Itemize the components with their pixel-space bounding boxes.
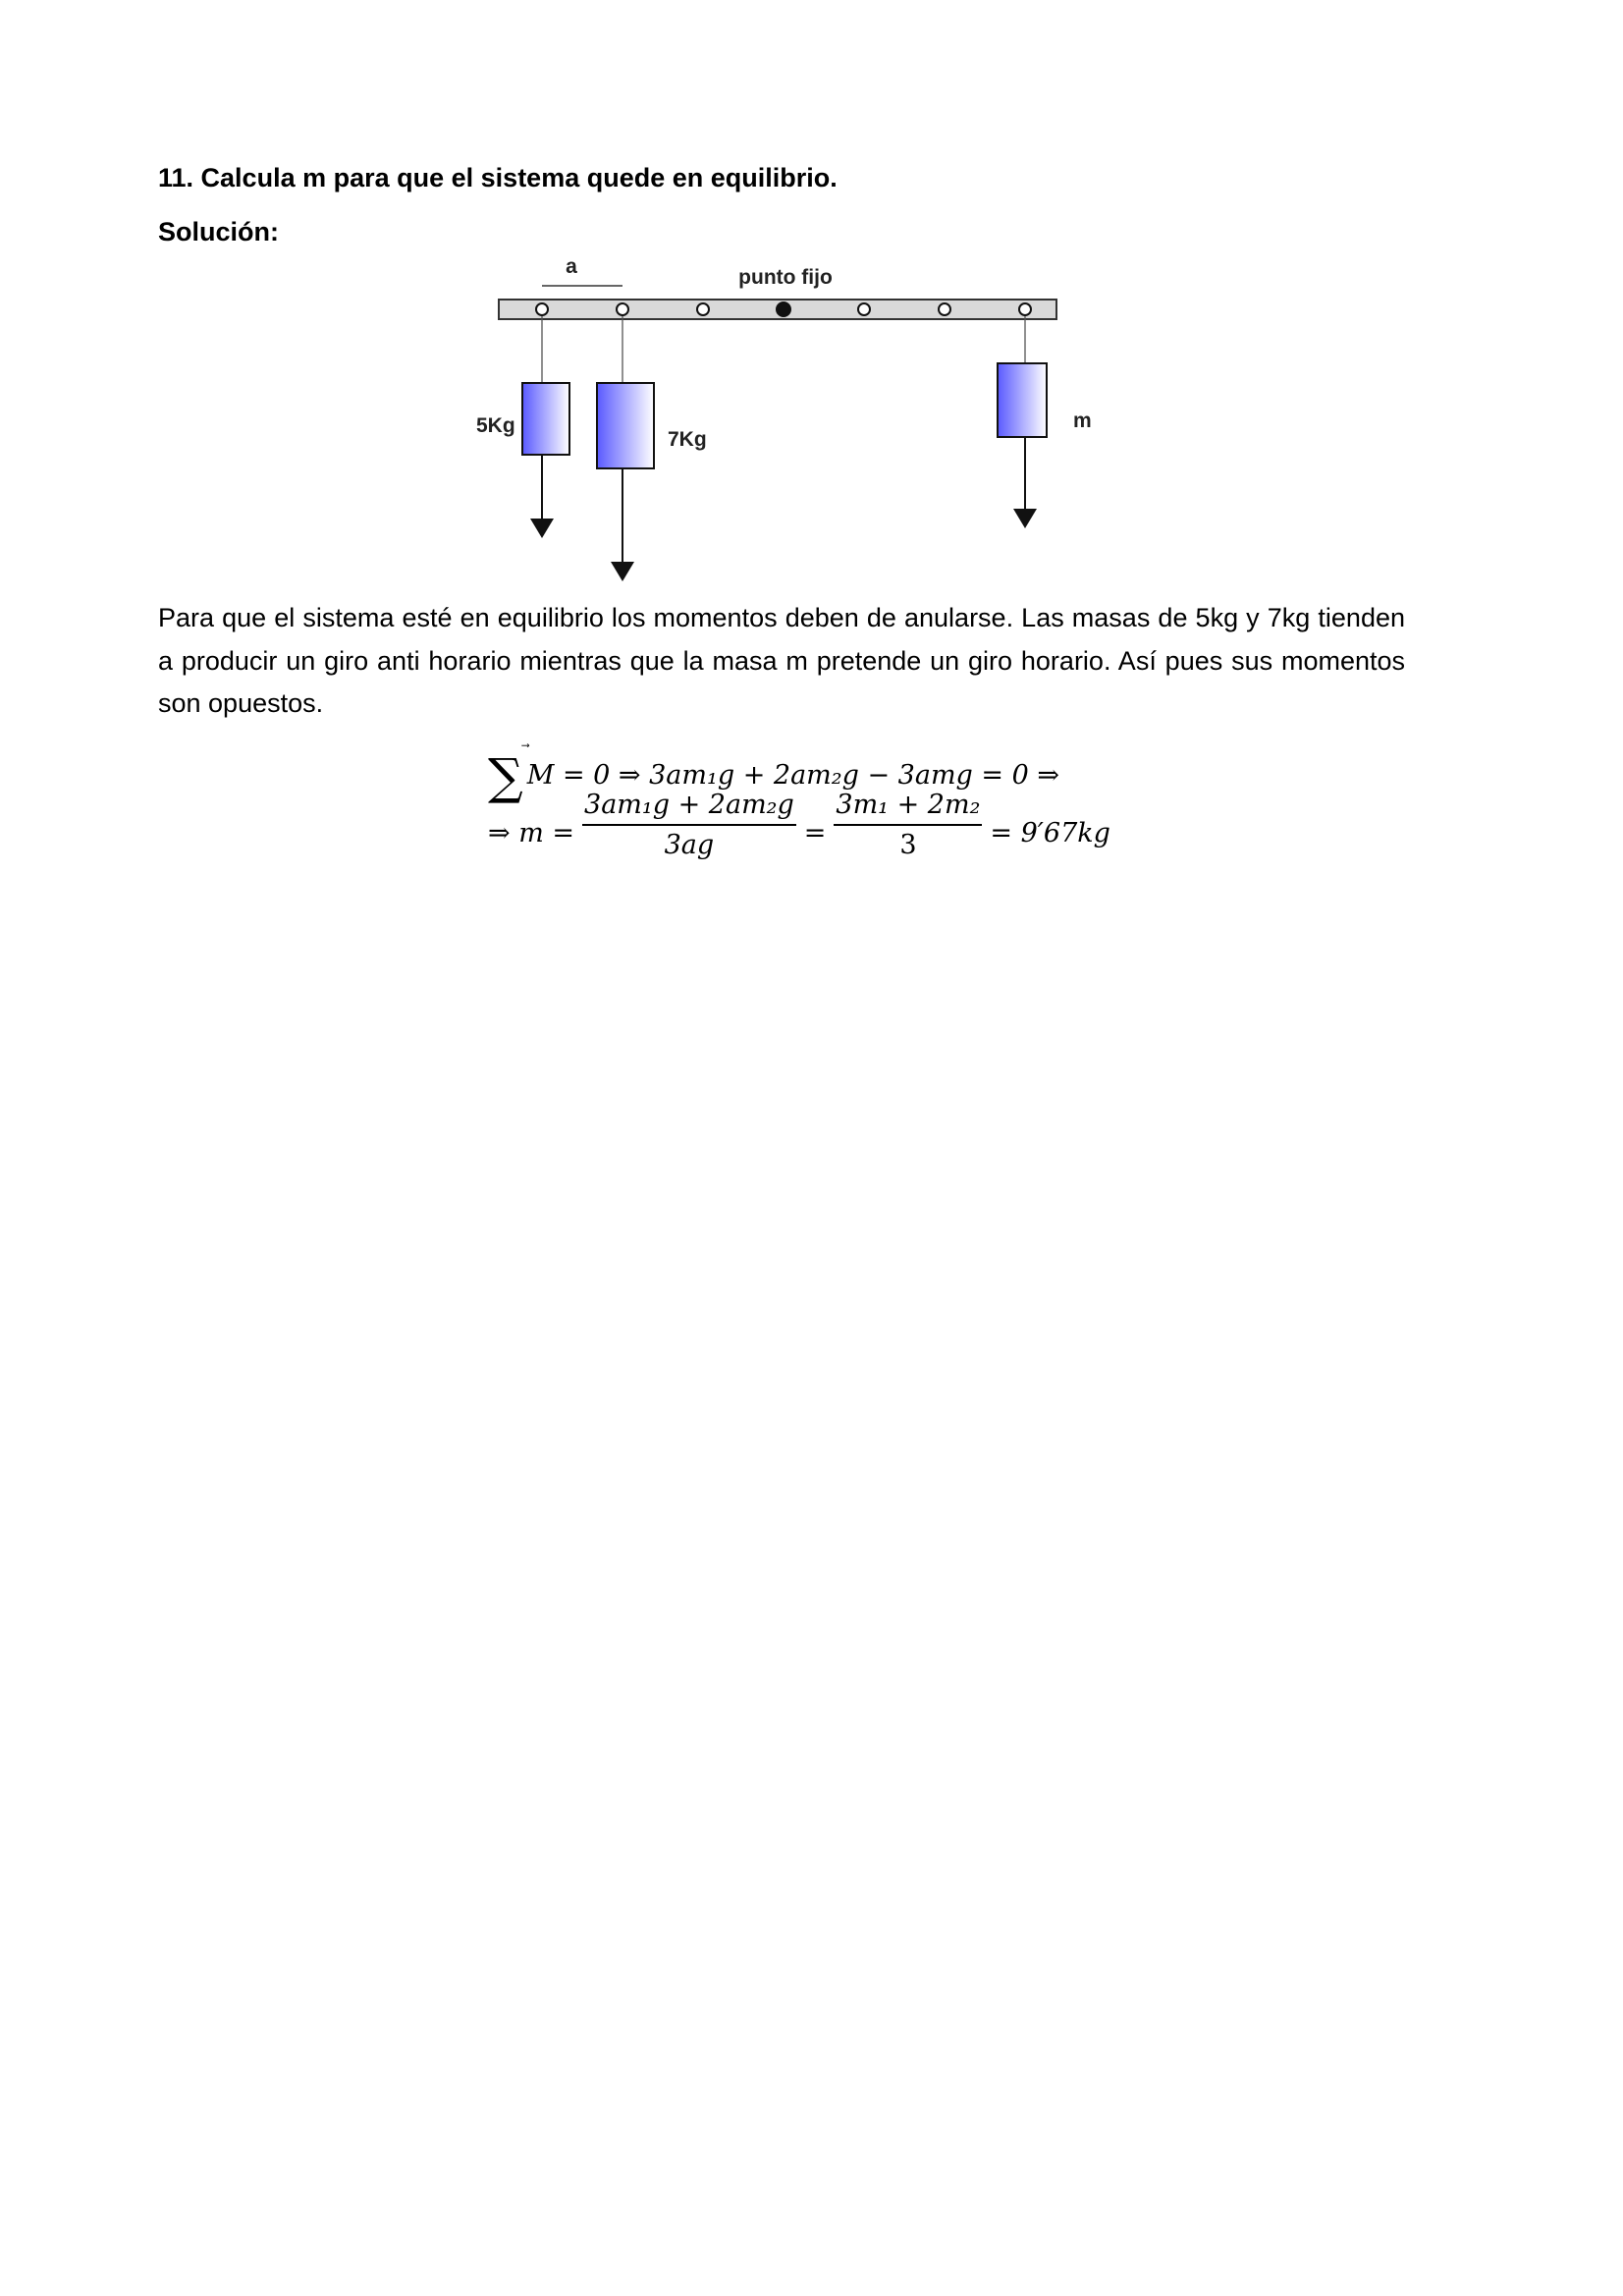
mass-solution-equation — [488, 790, 1110, 872]
mass-result: = 9′67kg — [990, 817, 1110, 848]
mass-block-5kg — [522, 383, 569, 455]
explanation-paragraph: Para que el sistema esté en equilibrio los momentos deben de anularse. Las masas de 5kg y 7kg tienden a producir un giro anti horario mientras que la masa m pretende un giro horario. Así pues sus momentos son opuestos. — [158, 603, 1405, 718]
solution-label: Solución: — [158, 217, 279, 246]
mass-label-5kg: 5Kg — [476, 414, 515, 437]
lever-hole — [697, 303, 709, 315]
mass-block-m — [998, 363, 1047, 437]
lever-hole — [1019, 303, 1031, 315]
fraction-2-denominator: 3 — [899, 830, 917, 860]
mass-label-m: m — [1073, 410, 1092, 432]
weight-arrow-m — [1013, 437, 1037, 528]
mass-label-7kg: 7Kg — [668, 428, 707, 451]
moment-equation-rest: = 0 ⇒ 3am₁g + 2am₂g − 3amg = 0 ⇒ — [562, 760, 1060, 791]
fraction-2 — [834, 790, 982, 860]
lever-diagram — [461, 253, 1109, 587]
fraction-2-numerator: 3m₁ + 2m₂ — [834, 790, 982, 826]
label-fixed-point: punto fijo — [738, 266, 833, 289]
fraction-1-numerator: 3am₁g + 2am₂g — [582, 790, 796, 826]
weight-arrow-7kg — [611, 468, 634, 581]
fraction-1-denominator: 3ag — [664, 830, 715, 860]
summation-symbol: ∑ — [488, 748, 523, 805]
problem-title: 11. Calcula m para que el sistema quede en equilibrio. — [158, 163, 838, 192]
moment-vector: M — [526, 760, 555, 791]
mass-block-7kg — [597, 383, 654, 468]
lever-hole — [939, 303, 950, 315]
lever-hole — [617, 303, 628, 315]
equals-sign: = — [803, 817, 827, 848]
lever-hole — [536, 303, 548, 315]
lever-hole — [858, 303, 870, 315]
fixed-point-pivot — [777, 302, 790, 316]
fraction-1 — [582, 790, 796, 860]
label-a: a — [566, 255, 577, 278]
weight-arrow-5kg — [530, 455, 554, 538]
mass-solution-lhs: ⇒ m = — [488, 817, 575, 848]
